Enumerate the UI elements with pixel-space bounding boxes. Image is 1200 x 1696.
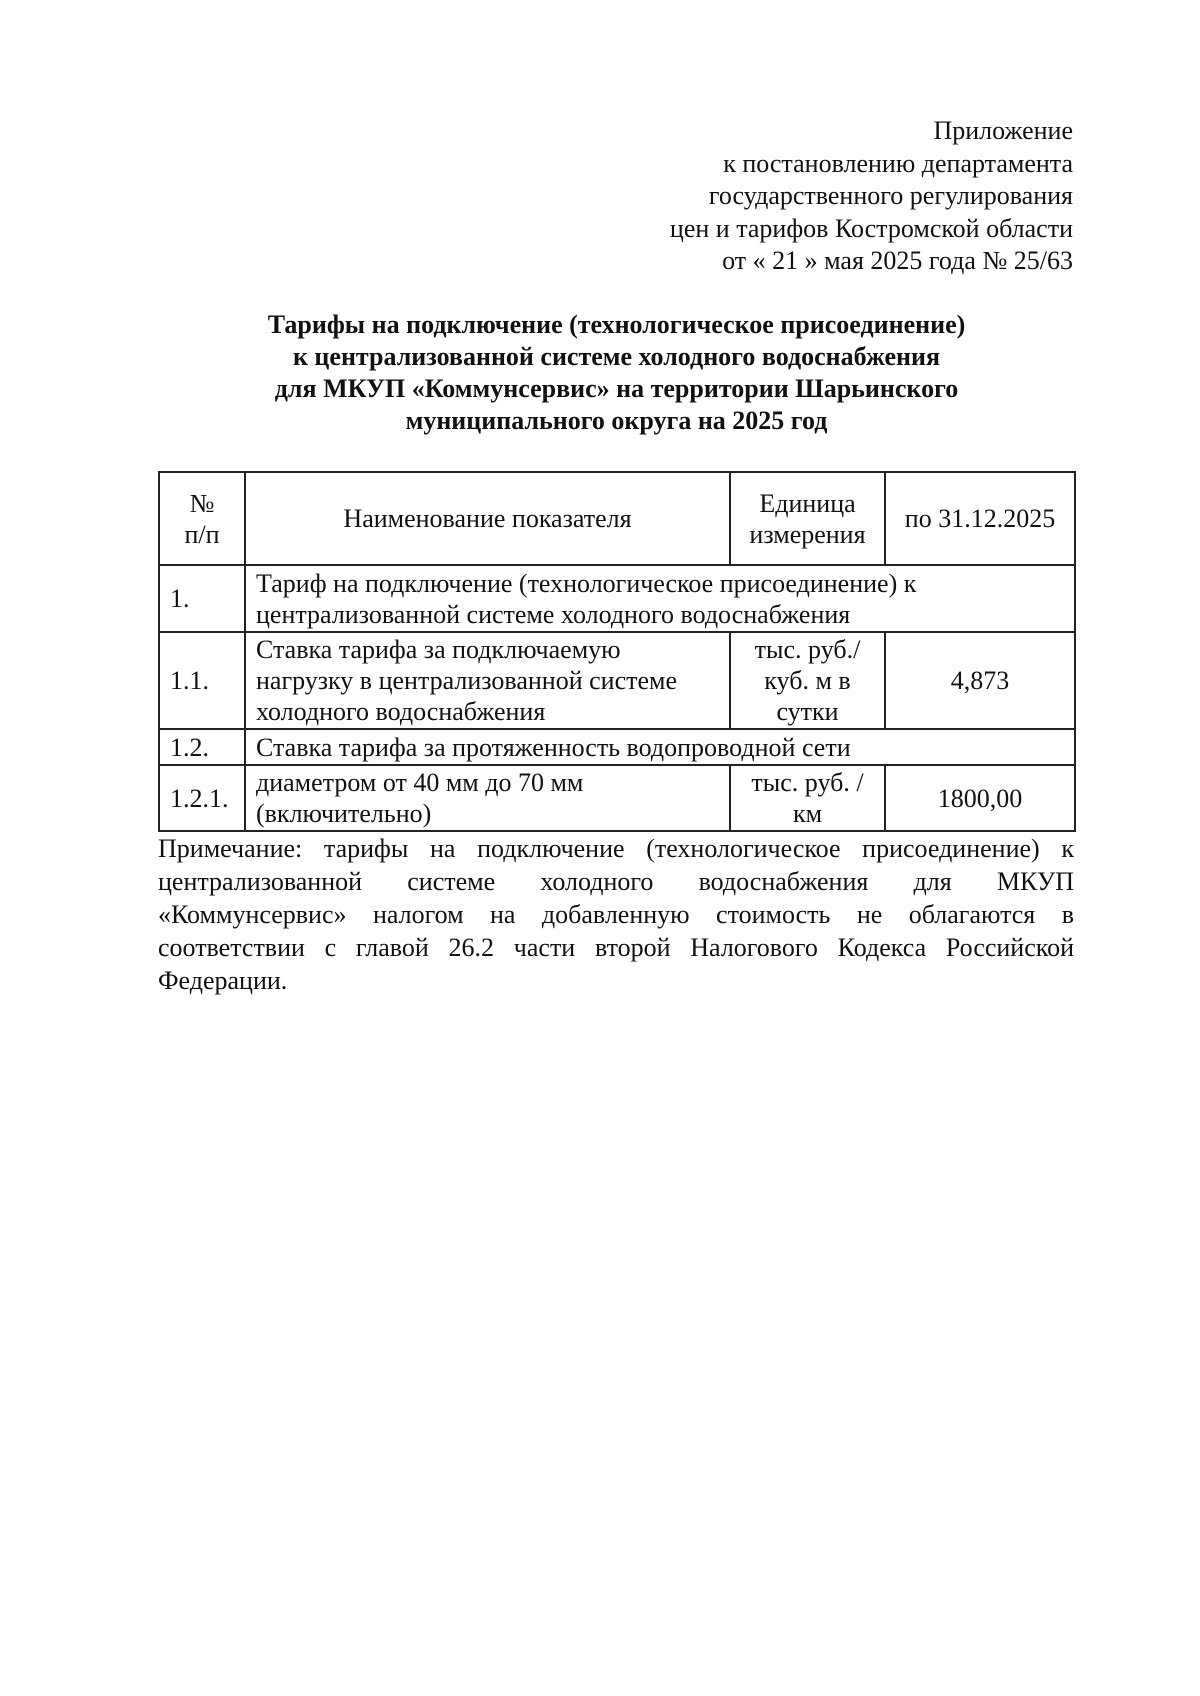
row-name-cell: Ставка тарифа за протяженность водопроводной сети [245, 729, 1075, 765]
appendix-header-line: Приложение [933, 116, 1073, 145]
table-row [159, 632, 1075, 729]
appendix-header-line: от « 21 » мая 2025 года № 25/63 [722, 246, 1073, 275]
row-num-cell: 1. [159, 565, 245, 632]
row-num-cell: 1.2. [159, 729, 245, 765]
appendix-header-line: к постановлению департамента [723, 148, 1073, 178]
document-title-line: Тарифы на подключение (технологическое присоединение) [267, 310, 966, 339]
footnote-text: Примечание: тарифы на подключение (технологическое присоединение) к централизованной системе холодного водоснабжения для МКУП «Коммунсервис» налогом на добавленную стоимость не облагаются в соответствии с главой 26.2 части второй Налогового Кодекса Российской Федерации. [158, 834, 1074, 995]
row-name-cell: Тариф на подключение (технологическое присоединение) к централизованной системе холодного водоснабжения [245, 565, 1075, 632]
row-value-cell: 1800,00 [885, 765, 1075, 831]
appendix-header-line: цен и тарифов Костромской области [669, 213, 1073, 243]
document-title [160, 309, 1073, 437]
document-title-line: муниципального округа на 2025 год [405, 406, 828, 435]
row-name-cell: Ставка тарифа за подключаемую нагрузку в централизованной системе холодного водоснабжения [245, 632, 730, 729]
table-row [159, 565, 1075, 632]
row-name-cell: диаметром от 40 мм до 70 мм (включительно) [245, 765, 730, 831]
appendix-header-line: государственного регулирования [708, 181, 1073, 210]
row-unit-cell: тыс. руб. /км [730, 765, 885, 831]
table-row [159, 765, 1075, 831]
row-unit-cell: тыс. руб./ куб. м в сутки [730, 632, 885, 729]
row-value-cell: 4,873 [885, 632, 1075, 729]
appendix-header [573, 115, 1073, 278]
table-header-row [159, 472, 1075, 565]
header-unit-cell [730, 472, 885, 565]
tariff-table [158, 471, 1076, 832]
row-num-cell: 1.1. [159, 632, 245, 729]
header-unit-line: Единица [759, 488, 856, 518]
header-num-abbrev: п/п [184, 519, 220, 549]
header-num-cell [159, 472, 245, 565]
row-num-cell: 1.2.1. [159, 765, 245, 831]
header-num-symbol: № [189, 488, 215, 518]
header-unit-line: измерения [749, 519, 866, 549]
table-row [159, 729, 1075, 765]
document-title-line: для МКУП «Коммунсервис» на территории Шарьинского [274, 374, 959, 403]
header-name-cell: Наименование показателя [245, 472, 730, 565]
header-period-cell: по 31.12.2025 [885, 472, 1075, 565]
document-title-line: к централизованной системе холодного водоснабжения [292, 342, 941, 371]
